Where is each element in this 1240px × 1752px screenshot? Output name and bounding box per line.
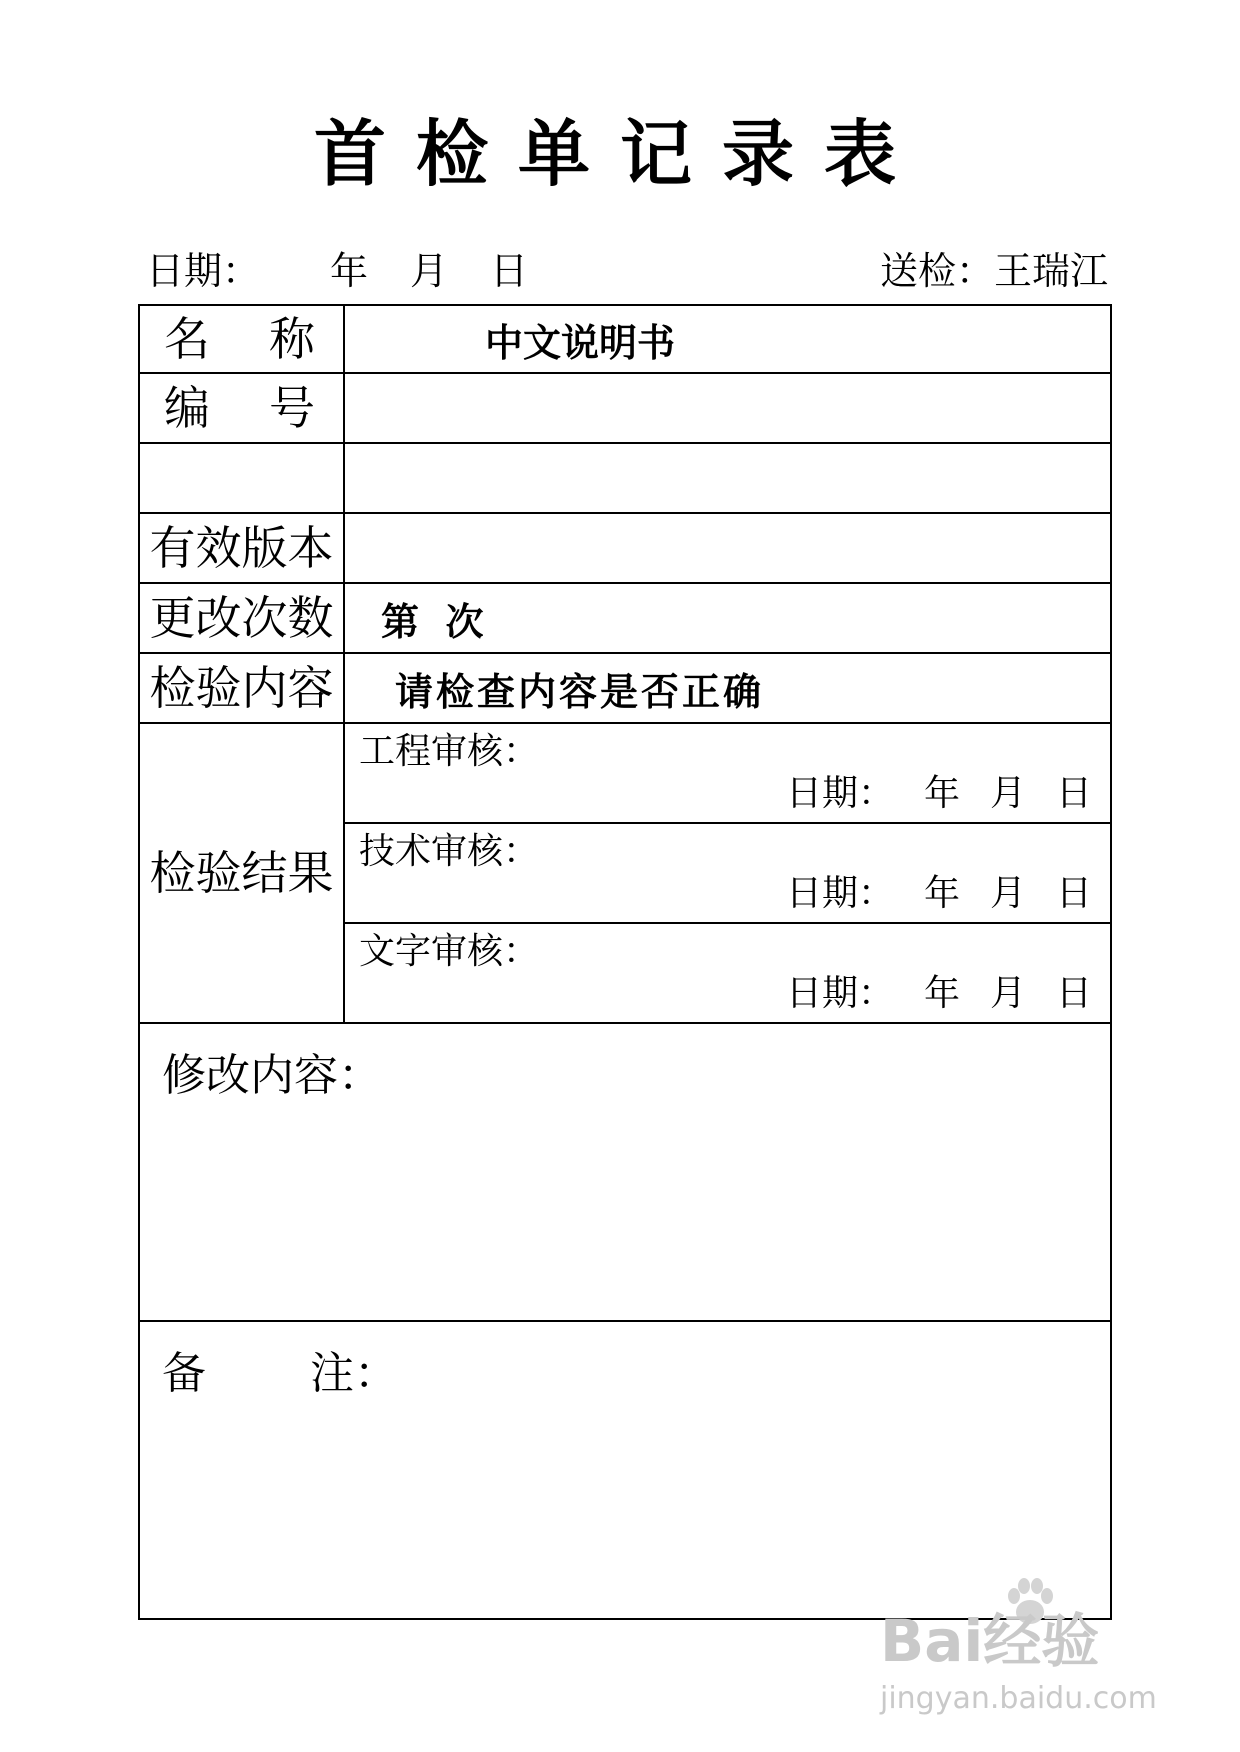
technical-review[interactable]: [345, 824, 1110, 924]
baidu-watermark: [880, 1607, 1157, 1716]
content-value[interactable]: 请检查内容是否正确: [395, 669, 765, 714]
date-label: 日期：: [785, 973, 894, 1014]
text-review-label: 文字审核：: [359, 931, 540, 972]
date-month: 月: [989, 973, 1026, 1014]
number-label-a: 编: [164, 381, 210, 435]
number-value[interactable]: [345, 374, 1110, 442]
date-month: 月: [989, 773, 1026, 814]
row-number: [140, 374, 1110, 444]
modification-label: 修改内容：: [162, 1050, 382, 1101]
remarks-section[interactable]: [140, 1322, 1110, 1618]
engineering-review-label: 工程审核：: [359, 731, 540, 772]
name-label-a: 名: [164, 312, 210, 366]
watermark-brand: Bai经验: [880, 1607, 1100, 1675]
number-label-b: 号: [269, 381, 315, 435]
row-results: [140, 724, 1110, 1024]
technical-review-date: [785, 873, 1092, 914]
date-label: 日期：: [146, 249, 261, 293]
date-label: 日期：: [785, 773, 894, 814]
content-label: 检验内容: [140, 654, 345, 722]
date-day: 日: [490, 249, 529, 293]
version-label: 有效版本: [140, 514, 345, 582]
remarks-label-b: 注：: [310, 1348, 398, 1399]
row-content: [140, 654, 1110, 724]
engineering-review-date: [785, 773, 1092, 814]
page-title: 首检单记录表: [313, 112, 926, 196]
results-label: 检验结果: [140, 724, 345, 1022]
modification-section[interactable]: [140, 1024, 1110, 1322]
date-day: 日: [1055, 873, 1092, 914]
remarks-label: [162, 1348, 398, 1399]
number-label: [140, 374, 345, 442]
remarks-label-a: 备: [162, 1348, 206, 1399]
watermark-url: jingyan.baidu.com: [880, 1681, 1157, 1716]
engineering-review[interactable]: [345, 724, 1110, 824]
row-blank: [140, 444, 1110, 514]
header-date: [146, 249, 529, 293]
date-day: 日: [1055, 973, 1092, 1014]
text-review[interactable]: [345, 924, 1110, 1022]
row-revisions: [140, 584, 1110, 654]
date-year: 年: [923, 773, 960, 814]
sender: 送检：王瑞江: [880, 249, 1109, 293]
revisions-label: 更改次数: [140, 584, 345, 652]
date-year: 年: [330, 249, 369, 293]
name-label: [140, 306, 345, 372]
date-year: 年: [923, 873, 960, 914]
name-value[interactable]: 中文说明书: [485, 320, 676, 365]
date-day: 日: [1055, 773, 1092, 814]
blank-value[interactable]: [345, 444, 1110, 512]
date-month: 月: [410, 249, 449, 293]
revisions-value[interactable]: 第 次: [381, 599, 484, 644]
date-year: 年: [923, 973, 960, 1014]
technical-review-label: 技术审核：: [359, 831, 540, 872]
blank-label: [140, 444, 345, 512]
row-version: [140, 514, 1110, 584]
inspection-form: [138, 304, 1112, 1620]
date-month: 月: [989, 873, 1026, 914]
row-name: [140, 306, 1110, 374]
version-value[interactable]: [345, 514, 1110, 582]
date-label: 日期：: [785, 873, 894, 914]
text-review-date: [785, 973, 1092, 1014]
name-label-b: 称: [269, 312, 315, 366]
